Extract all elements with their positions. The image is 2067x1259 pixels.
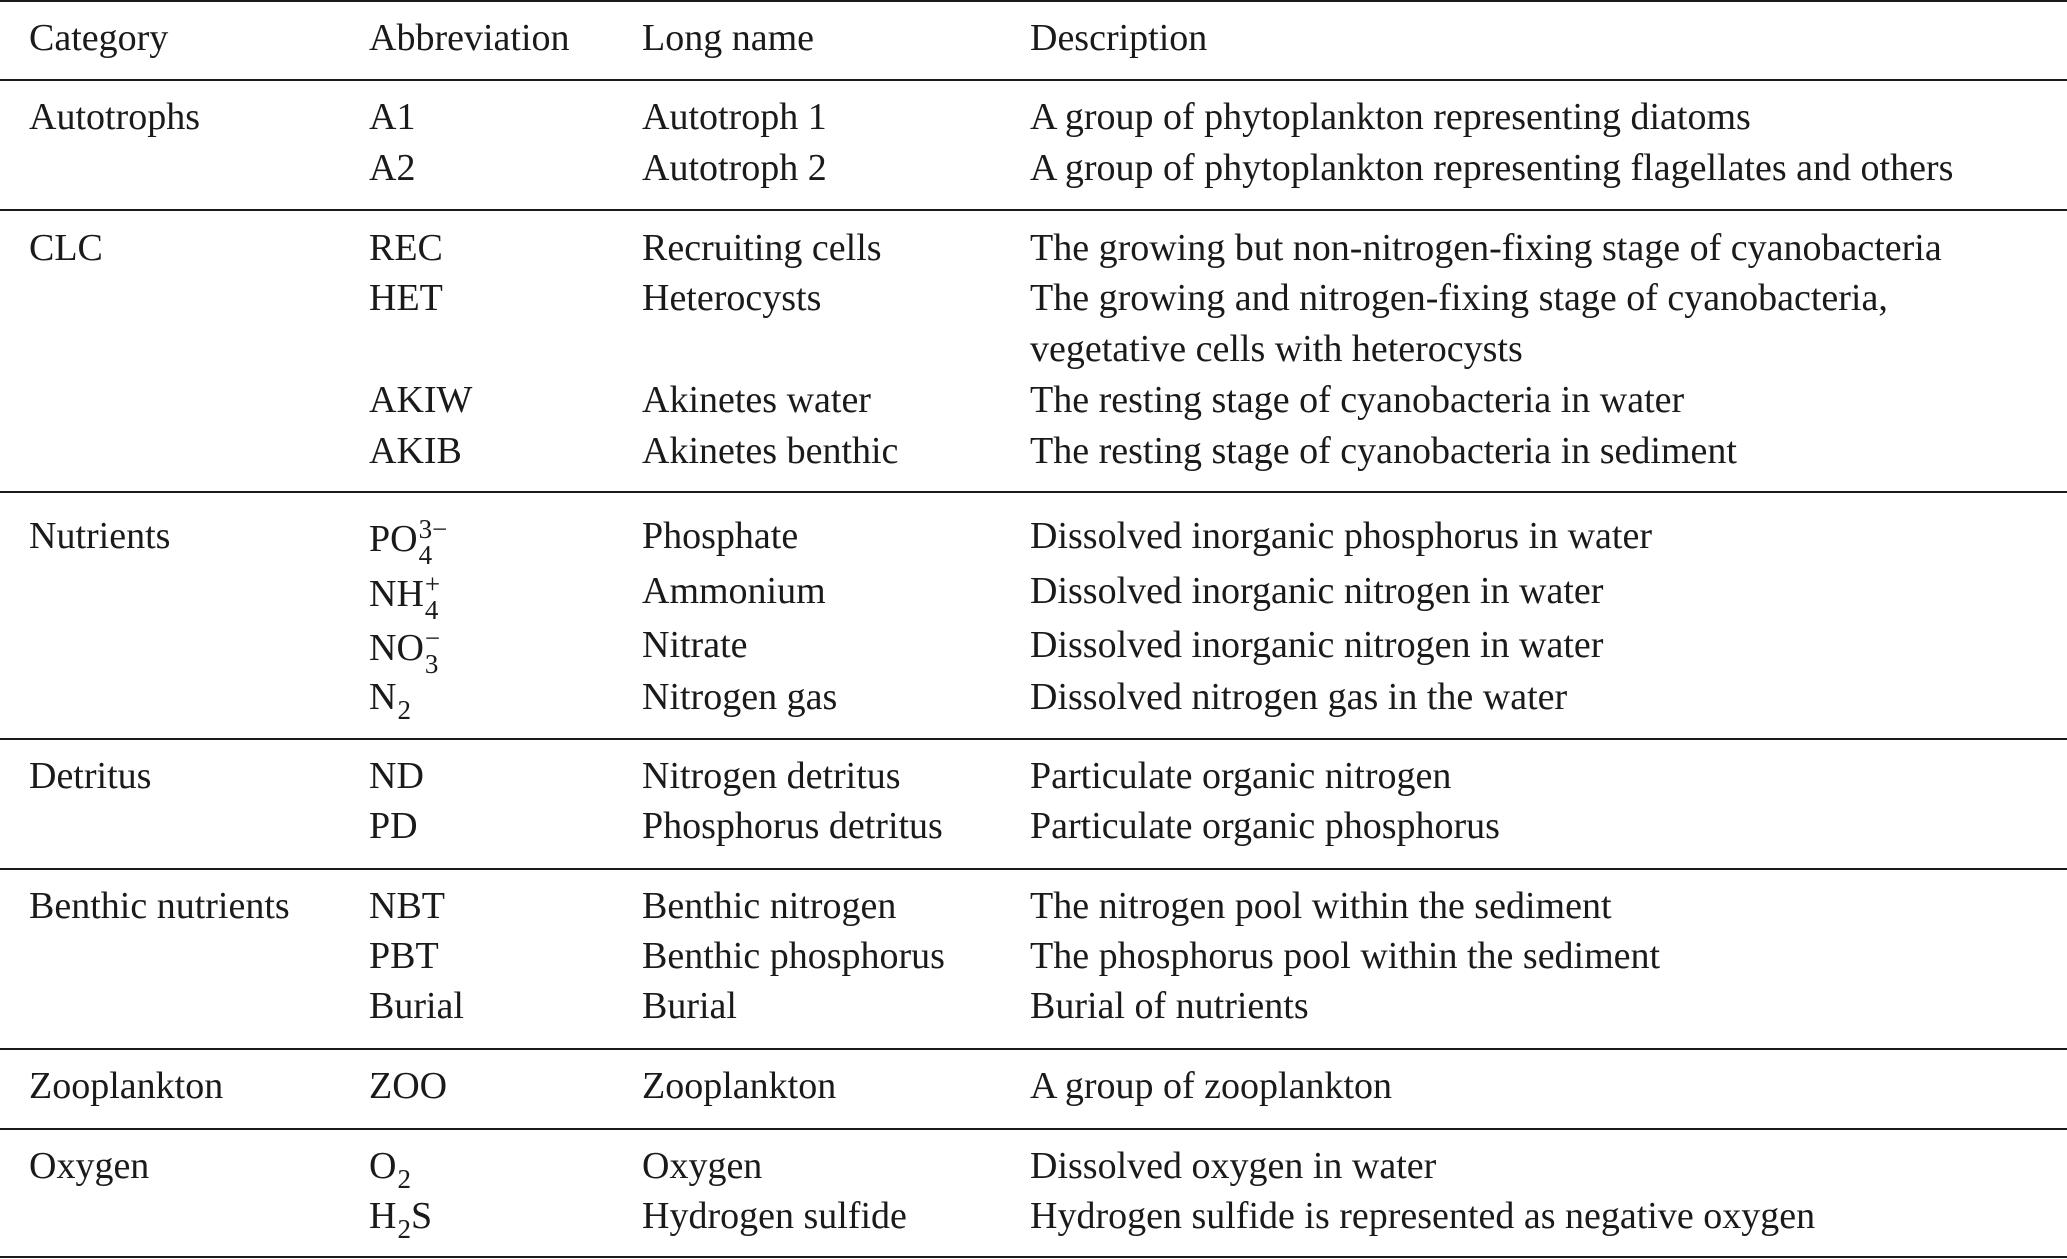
description-cell: Dissolved nitrogen gas in the water: [1030, 676, 1568, 718]
description-cell: Particulate organic nitrogen: [1030, 755, 1452, 797]
long-name-cell: Nitrogen gas: [642, 676, 838, 718]
long-name-cell: Autotroph 2: [642, 147, 827, 189]
category-label: Nutrients: [29, 515, 171, 557]
abbreviation-cell: ZOO: [369, 1065, 448, 1107]
description-cell: The resting stage of cyanobacteria in sediment: [1030, 430, 1737, 472]
long-name-cell: Akinetes water: [642, 379, 871, 421]
category-label: Zooplankton: [29, 1065, 224, 1107]
long-name-cell: Ammonium: [642, 570, 826, 612]
abbreviation-cell: [369, 676, 411, 725]
abbreviation-cell: A2: [369, 147, 416, 189]
description-cell: A group of phytoplankton representing flagellates and others: [1030, 147, 1954, 189]
description-cell: Dissolved inorganic nitrogen in water: [1030, 624, 1604, 666]
formula-subscript: 3: [424, 649, 439, 679]
abbreviation-cell: [369, 1195, 433, 1244]
long-name-cell: Recruiting cells: [642, 227, 882, 269]
formula-subscript: 2: [397, 1214, 411, 1244]
category-label: Detritus: [29, 755, 152, 797]
abbreviation-cell: A1: [369, 96, 416, 138]
group-rule: [0, 738, 2067, 740]
formula-indices: [425, 571, 440, 623]
category-label: Oxygen: [29, 1145, 150, 1187]
description-cell: Dissolved inorganic nitrogen in water: [1030, 570, 1604, 612]
bottom-rule: [0, 1256, 2067, 1258]
category-label: Benthic nutrients: [29, 885, 290, 927]
group-rule: [0, 868, 2067, 870]
long-name-cell: Nitrogen detritus: [642, 755, 901, 797]
formula-subscript: 2: [397, 695, 411, 725]
formula-base: PO: [369, 518, 418, 560]
formula-base: NO: [369, 627, 424, 669]
description-cell: Dissolved inorganic phosphorus in water: [1030, 515, 1652, 557]
description-cell: The resting stage of cyanobacteria in water: [1030, 379, 1685, 421]
description-cell: Particulate organic phosphorus: [1030, 805, 1500, 847]
description-cell: Hydrogen sulfide is represented as negative oxygen: [1030, 1195, 1816, 1237]
formula-indices: [419, 516, 448, 568]
abbreviation-cell: NBT: [369, 885, 445, 927]
category-label: CLC: [29, 227, 103, 269]
abbreviation-cell: HET: [369, 277, 443, 319]
long-name-cell: Phosphorus detritus: [642, 805, 943, 847]
column-header-description: Description: [1030, 17, 1208, 59]
group-rule: [0, 1048, 2067, 1050]
column-header-abbreviation: Abbreviation: [369, 17, 570, 59]
column-header-category: Category: [29, 17, 169, 59]
long-name-cell: Benthic nitrogen: [642, 885, 897, 927]
formula-subscript: 4: [424, 595, 439, 625]
abbreviation-cell: REC: [369, 227, 443, 269]
abbreviation-cell: AKIW: [369, 379, 473, 421]
long-name-cell: Nitrate: [642, 624, 748, 666]
formula-base: H: [369, 1195, 397, 1237]
group-rule: [0, 209, 2067, 211]
formula-superscript: +: [424, 569, 441, 599]
long-name-cell: Phosphate: [642, 515, 799, 557]
description-cell: The growing and nitrogen-fixing stage of cyanobacteria,: [1030, 277, 1888, 319]
formula-tail: S: [410, 1195, 433, 1237]
description-cell: A group of zooplankton: [1030, 1065, 1393, 1107]
long-name-cell: Heterocysts: [642, 277, 822, 319]
abbreviation-cell: [369, 516, 447, 568]
long-name-cell: Hydrogen sulfide: [642, 1195, 907, 1237]
abbreviation-cell: [369, 1145, 411, 1194]
formula-subscript: 2: [397, 1164, 411, 1194]
abbreviation-cell: ND: [369, 755, 424, 797]
formula-indices: [425, 625, 440, 677]
formula-superscript: 3−: [418, 514, 448, 544]
abbreviation-cell: [369, 571, 440, 623]
abbreviation-cell: AKIB: [369, 430, 462, 472]
description-cell-continued: vegetative cells with heterocysts: [1030, 328, 1523, 370]
top-rule: [0, 0, 2067, 2]
long-name-cell: Autotroph 1: [642, 96, 827, 138]
group-rule: [0, 491, 2067, 493]
abbreviation-cell: Burial: [369, 985, 464, 1027]
description-cell: A group of phytoplankton representing diatoms: [1030, 96, 1751, 138]
long-name-cell: Benthic phosphorus: [642, 935, 945, 977]
long-name-cell: Burial: [642, 985, 737, 1027]
header-rule: [0, 79, 2067, 81]
formula-base: O: [369, 1145, 397, 1187]
formula-base: N: [369, 676, 397, 718]
long-name-cell: Oxygen: [642, 1145, 763, 1187]
abbreviation-cell: [369, 625, 440, 677]
long-name-cell: Akinetes benthic: [642, 430, 899, 472]
formula-subscript: 4: [418, 540, 433, 570]
formula-superscript: −: [424, 623, 441, 653]
group-rule: [0, 1128, 2067, 1130]
category-label: Autotrophs: [29, 96, 200, 138]
description-cell: Burial of nutrients: [1030, 985, 1309, 1027]
formula-base: NH: [369, 573, 424, 615]
description-cell: The phosphorus pool within the sediment: [1030, 935, 1661, 977]
long-name-cell: Zooplankton: [642, 1065, 837, 1107]
abbreviation-cell: PBT: [369, 935, 439, 977]
column-header-long-name: Long name: [642, 17, 815, 59]
description-cell: The growing but non-nitrogen-fixing stage of cyanobacteria: [1030, 227, 1942, 269]
description-cell: The nitrogen pool within the sediment: [1030, 885, 1612, 927]
description-cell: Dissolved oxygen in water: [1030, 1145, 1437, 1187]
abbreviation-cell: PD: [369, 805, 418, 847]
